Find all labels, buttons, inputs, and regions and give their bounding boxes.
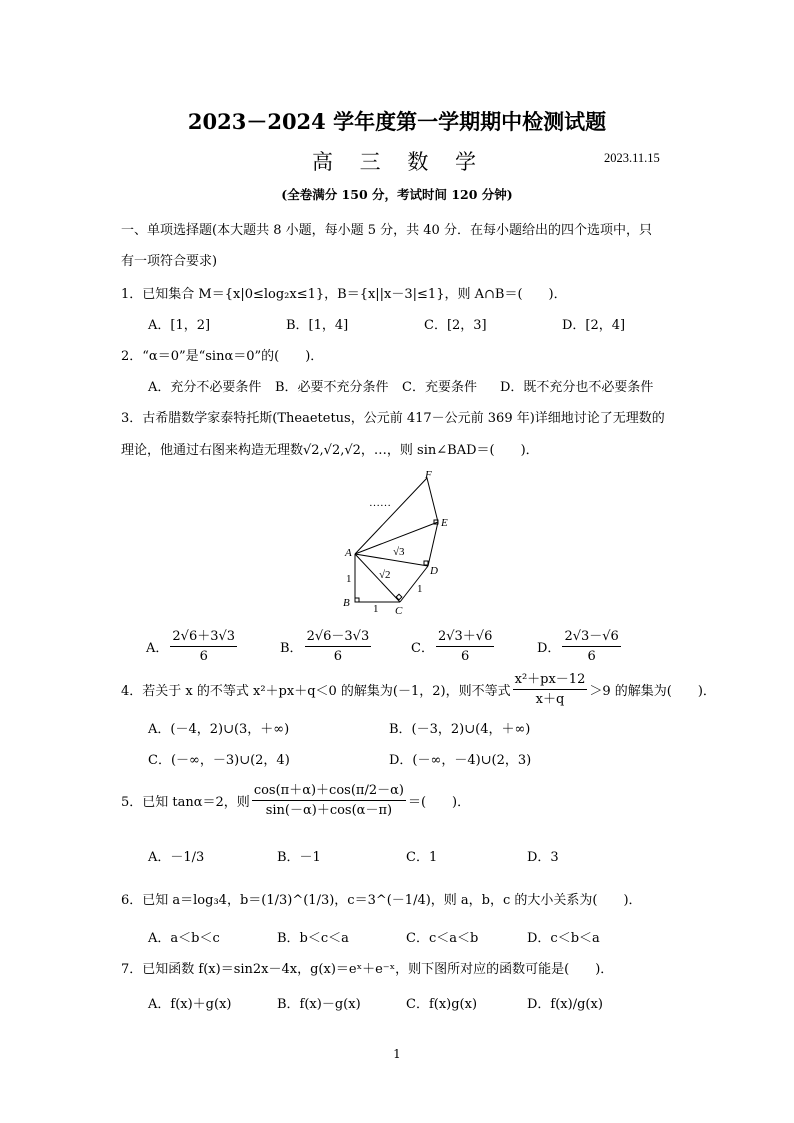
q4-option-d[interactable]: D．(－∞，－4)∪(2，3) — [389, 753, 532, 768]
segment-cd — [400, 566, 428, 602]
q3-option-a-letter: A． — [146, 641, 169, 656]
q5-stem — [121, 782, 470, 819]
segment-ef — [427, 478, 438, 522]
page-number: 1 — [393, 1047, 401, 1061]
q4-option-b[interactable]: B．(－3，2)∪(4，＋∞) — [389, 722, 531, 737]
q6-option-c[interactable]: C．c＜a＜b — [406, 931, 479, 946]
q5-option-c[interactable]: C．1 — [406, 850, 438, 865]
q2-option-a[interactable]: A．充分不必要条件 — [148, 380, 262, 395]
section-heading-line1: 一、单项选择题(本大题共 8 小题，每小题 5 分，共 40 分．在每小题给出的四个选项中，只 — [121, 223, 652, 238]
label-a: A — [345, 547, 352, 559]
q3-option-b[interactable] — [280, 628, 373, 665]
q5-option-b[interactable]: B．－1 — [277, 850, 321, 865]
q4-stem-post: ＞9 的解集为( )． — [589, 684, 716, 699]
exam-date: 2023.11.15 — [604, 151, 660, 165]
q4-option-a[interactable]: A．(－4，2)∪(3，＋∞) — [148, 722, 290, 737]
label-ad-length: √3 — [393, 546, 405, 558]
q2-option-c[interactable]: C．充要条件 — [402, 380, 477, 395]
segment-de — [428, 522, 438, 566]
label-cd-length: 1 — [417, 583, 423, 595]
q3-option-a[interactable] — [146, 628, 239, 665]
q3-option-d-letter: D． — [537, 641, 561, 656]
q6-option-d[interactable]: D．c＜b＜a — [527, 931, 600, 946]
q2-stem: 2．“α＝0”是“sinα＝0”的( )． — [121, 349, 324, 364]
q6-option-b[interactable]: B．b＜c＜a — [277, 931, 349, 946]
q7-option-a[interactable]: A．f(x)＋g(x) — [148, 997, 232, 1012]
q5-frac-num: cos(π＋α)＋cos(π/2－α) — [252, 782, 406, 801]
q6-option-a[interactable]: A．a＜b＜c — [148, 931, 220, 946]
q7-option-c[interactable]: C．f(x)g(x) — [406, 997, 478, 1012]
label-d: D — [430, 565, 438, 577]
segment-af — [355, 478, 427, 554]
q3-option-d[interactable] — [537, 628, 623, 665]
label-ac-length: √2 — [379, 569, 391, 581]
q3-option-a-den: 6 — [199, 649, 208, 664]
q4-frac-num: x²＋px－12 — [513, 671, 588, 690]
right-angle-b — [355, 598, 359, 602]
q2-option-b[interactable]: B．必要不充分条件 — [275, 380, 389, 395]
q3-option-b-den: 6 — [333, 649, 343, 664]
label-f: F — [425, 469, 432, 481]
q3-option-a-num: 2√6＋3√3 — [170, 628, 237, 647]
right-angle-d — [424, 561, 428, 565]
q6-stem: 6．已知 a＝log₃4，b＝(1/3)^(1/3)，c＝3^(－1/4)，则 a，b，c 的大小关系为( )． — [121, 893, 642, 908]
q1-option-d[interactable]: D．[2，4] — [562, 318, 626, 333]
q3-option-c-num: 2√3＋√6 — [436, 628, 494, 647]
q3-stem-line1: 3．古希腊数学家泰特托斯(Theaetetus，公元前 417－公元前 369 年)详细地讨论了无理数的 — [121, 411, 665, 426]
q4-stem — [121, 671, 716, 708]
q3-option-b-letter: B． — [280, 641, 303, 656]
q5-option-d[interactable]: D．3 — [527, 850, 559, 865]
q5-stem-post: ＝( )． — [407, 795, 471, 810]
q3-option-d-den: 6 — [587, 649, 596, 664]
q2-option-d[interactable]: D．既不充分也不必要条件 — [500, 380, 654, 395]
q3-stem-line2: 理论，他通过右图来构造无理数√2,√2,√2，…，则 sin∠BAD＝( )． — [121, 443, 539, 458]
q7-option-d[interactable]: D．f(x)/g(x) — [527, 997, 603, 1012]
q1-option-b[interactable]: B．[1，4] — [286, 318, 349, 333]
label-bc-length: 1 — [373, 603, 379, 615]
label-ellipsis: …… — [369, 497, 391, 509]
label-b: B — [343, 597, 350, 609]
segment-ac — [355, 554, 400, 602]
q3-option-c-den: 6 — [461, 649, 470, 664]
label-e: E — [441, 517, 448, 529]
q7-stem: 7．已知函数 f(x)＝sin2x－4x，g(x)＝eˣ＋e⁻ˣ，则下图所对应的函数可能是( )． — [121, 962, 614, 977]
q3-option-c-letter: C． — [411, 641, 434, 656]
q1-option-c[interactable]: C．[2，3] — [424, 318, 487, 333]
subject-title: 高 三 数 学 — [312, 150, 487, 174]
segment-ad — [355, 554, 428, 566]
q1-stem: 1．已知集合 M＝{x|0≤log₂x≤1}，B＝{x||x－3|≤1}，则 A∩B＝( )． — [121, 287, 567, 302]
q5-option-a[interactable]: A．－1/3 — [148, 850, 205, 865]
exam-title: 2023－2024 学年度第一学期期中检测试题 — [187, 109, 607, 134]
q3-figure — [335, 468, 465, 618]
q1-option-a[interactable]: A．[1，2] — [148, 318, 211, 333]
q4-stem-pre: 4．若关于 x 的不等式 x²＋px＋q＜0 的解集为(－1，2)，则不等式 — [121, 684, 511, 699]
label-ab-length: 1 — [346, 573, 352, 585]
q7-option-b[interactable]: B．f(x)－g(x) — [277, 997, 361, 1012]
label-c: C — [395, 605, 403, 617]
exam-note: (全卷满分 150 分，考试时间 120 分钟) — [281, 187, 513, 202]
q5-frac-den: sin(－α)＋cos(α－π) — [265, 803, 393, 818]
q3-option-b-num: 2√6－3√3 — [305, 628, 372, 647]
section-heading-line2: 有一项符合要求) — [121, 254, 218, 269]
q4-frac-den: x＋q — [535, 692, 565, 707]
q3-option-d-num: 2√3－√6 — [562, 628, 620, 647]
q5-stem-pre: 5．已知 tanα＝2，则 — [121, 795, 250, 810]
q3-option-c[interactable] — [411, 628, 496, 665]
q4-option-c[interactable]: C．(－∞，－3)∪(2，4) — [148, 753, 290, 768]
